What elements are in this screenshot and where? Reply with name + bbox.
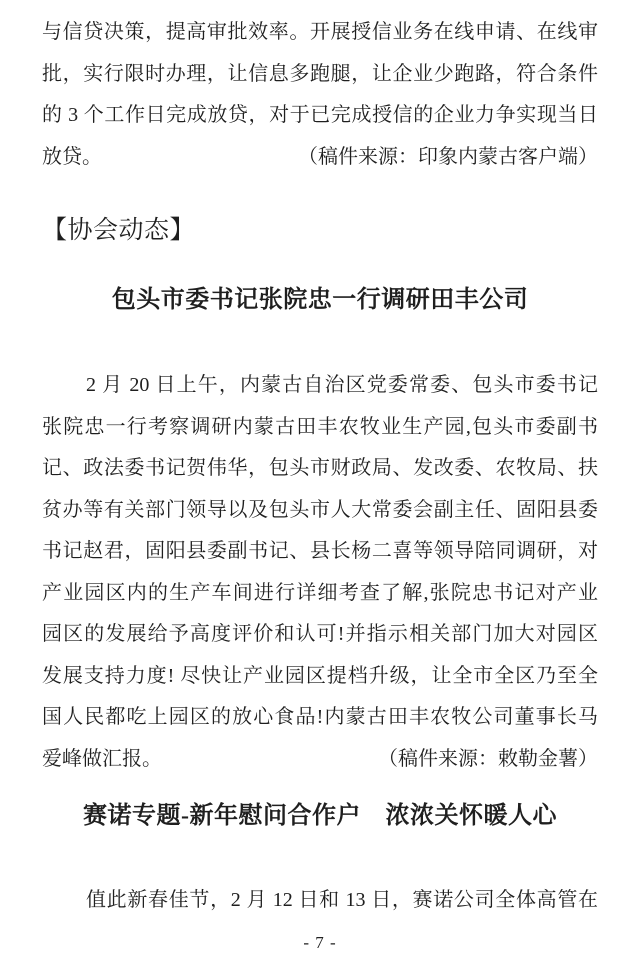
section-header: 【协会动态】: [42, 216, 196, 244]
text-line: 书记赵君，固阳县委副书记、县长杨二喜等领导陪同调研，对: [42, 540, 598, 562]
text-line: 产业园区内的生产车间进行详细考查了解,张院忠书记对产业: [42, 581, 598, 604]
paragraph-last-line: [42, 739, 598, 781]
text-line: 贫办等有关部门领导以及包头市人大常委会副主任、固阳县委: [42, 498, 598, 521]
article-title-2: 赛诺专题-新年慰问合作户 浓浓关怀暖人心: [83, 803, 557, 829]
article-title-1: 包头市委书记张院忠一行调研田丰公司: [111, 287, 529, 313]
source-citation: （稿件来源：印象内蒙古客户端）: [298, 145, 598, 168]
text-line: 批，实行限时办理，让信息多跑腿，让企业少跑路，符合条件: [42, 62, 598, 85]
article-2-paragraph: [42, 880, 598, 922]
page-number: - 7 -: [303, 932, 337, 952]
text-line: 值此新春佳节，2 月 12 日和 13 日，赛诺公司全体高管在: [86, 889, 598, 911]
text-line: 2 月 20 日上午，内蒙古自治区党委常委、包头市委书记: [86, 374, 598, 396]
paragraph-last-line: [42, 137, 598, 179]
text-line: 与信贷决策，提高审批效率。开展授信业务在线申请、在线审: [42, 21, 598, 43]
text-line: 的 3 个工作日完成放贷，对于已完成授信的企业力争实现当日: [42, 104, 598, 126]
source-citation: （稿件来源：敕勒金薯）: [378, 747, 598, 770]
text-line: 国人民都吃上园区的放心食品!内蒙古田丰农牧公司董事长马: [42, 706, 598, 728]
article-1-paragraph: [42, 365, 598, 780]
paragraph-end-text: 爱峰做汇报。: [42, 747, 162, 770]
text-line: 园区的发展给予高度评价和认可!并指示相关部门加大对园区: [42, 623, 598, 645]
text-line: 张院忠一行考察调研内蒙古田丰农牧业生产园,包头市委副书: [42, 415, 598, 438]
continued-paragraph: [42, 12, 598, 178]
paragraph-end-text: 放贷。: [42, 145, 102, 168]
text-line: 记、政法委书记贺伟华，包头市财政局、发改委、农牧局、扶: [42, 457, 598, 479]
text-line: 发展支持力度! 尽快让产业园区提档升级，让全市全区乃至全: [42, 664, 598, 687]
